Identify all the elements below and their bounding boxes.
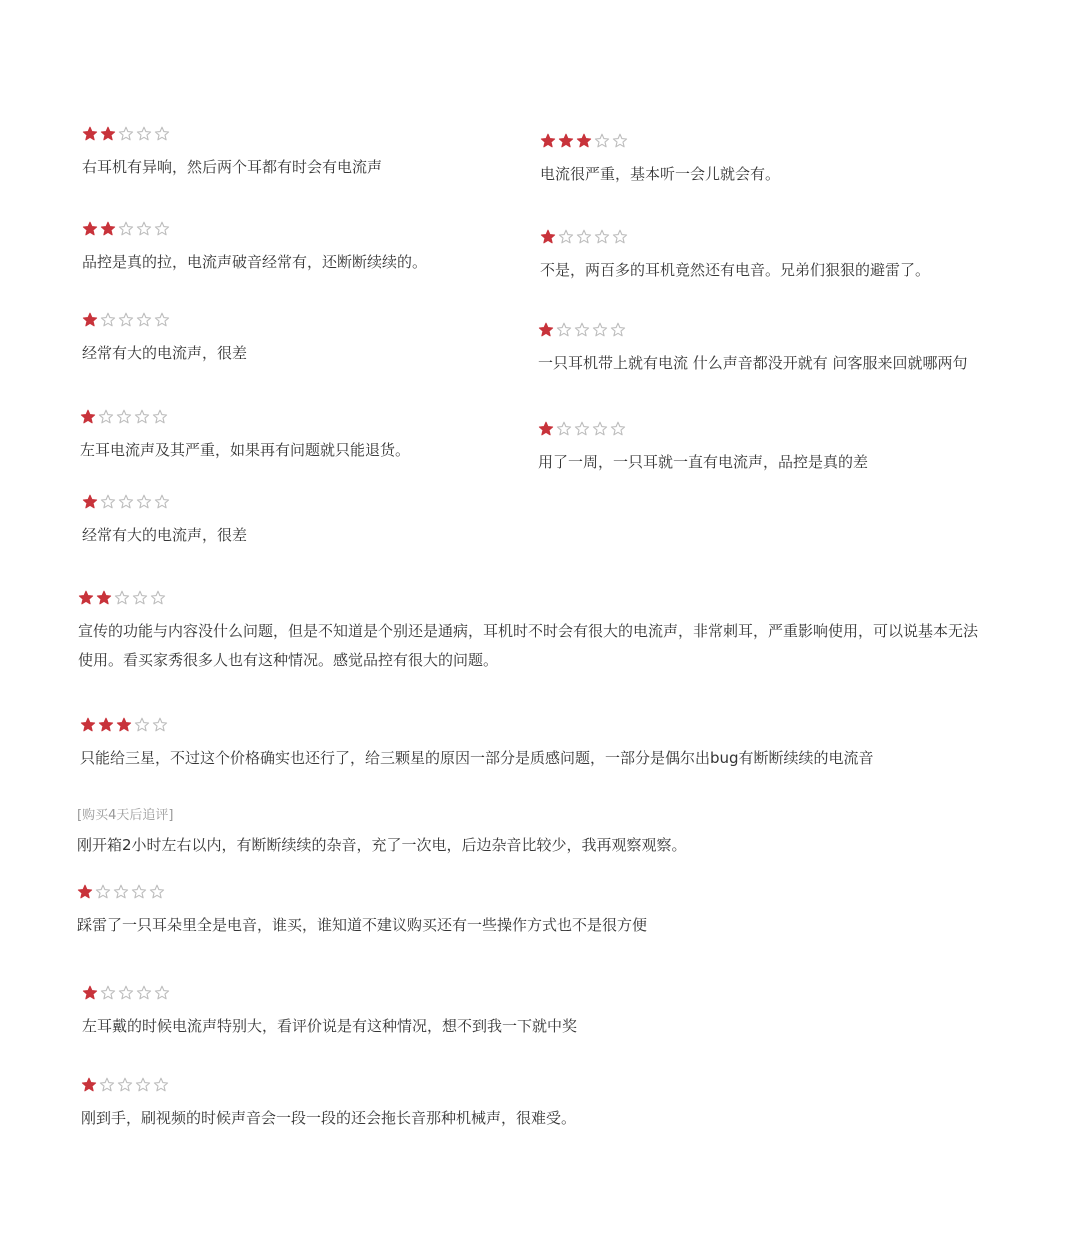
star-filled-icon [100,126,116,142]
star-filled-icon [538,421,554,437]
star-filled-icon [82,126,98,142]
star-empty-icon [594,229,610,245]
star-filled-icon [77,884,93,900]
star-empty-icon [95,884,111,900]
star-empty-icon [134,409,150,425]
star-empty-icon [153,1077,169,1093]
star-rating [80,716,874,734]
star-rating [78,589,988,607]
star-empty-icon [149,884,165,900]
star-empty-icon [574,322,590,338]
followup-tag: [购买4天后追评] [77,808,174,823]
star-filled-icon [80,409,96,425]
review-text: 经常有大的电流声，很差 [82,526,248,544]
review-left-4 [80,408,410,465]
review-text: 左耳电流声及其严重，如果再有问题就只能退货。 [80,441,411,459]
star-empty-icon [136,126,152,142]
star-filled-icon [100,221,116,237]
star-empty-icon [118,126,134,142]
star-empty-icon [558,229,574,245]
star-empty-icon [154,312,170,328]
star-rating [80,408,410,426]
review-text: 电流很严重，基本听一会儿就会有。 [540,165,781,183]
star-empty-icon [118,985,134,1001]
star-rating [77,883,647,901]
review-text: 只能给三星，不过这个价格确实也还行了，给三颗星的原因一部分是质感问题，一部分是偶尔出bug有断断续续的电流音 [80,749,874,767]
review-full-5 [81,1076,576,1133]
star-filled-icon [540,229,556,245]
star-empty-icon [100,985,116,1001]
star-empty-icon [592,421,608,437]
review-full-4 [82,984,577,1041]
star-filled-icon [116,717,132,733]
review-full-2 [77,716,874,860]
star-filled-icon [96,590,112,606]
star-filled-icon [82,494,98,510]
review-text: 不是，两百多的耳机竟然还有电音。兄弟们狠狠的避雷了。 [540,261,931,279]
star-rating [538,321,968,339]
star-empty-icon [99,1077,115,1093]
review-full-3 [77,883,647,940]
review-left-2 [82,220,427,277]
star-rating [81,1076,576,1094]
star-empty-icon [136,312,152,328]
star-empty-icon [136,494,152,510]
star-empty-icon [154,494,170,510]
star-empty-icon [150,590,166,606]
review-text: 刚到手，刷视频的时候声音会一段一段的还会拖长音那种机械声，很难受。 [81,1109,577,1127]
star-empty-icon [556,322,572,338]
star-rating [538,420,868,438]
review-right-2 [540,228,930,285]
star-empty-icon [98,409,114,425]
star-filled-icon [80,717,96,733]
star-empty-icon [556,421,572,437]
star-rating [540,228,930,246]
star-empty-icon [135,1077,151,1093]
star-empty-icon [116,409,132,425]
star-empty-icon [100,494,116,510]
star-filled-icon [540,133,556,149]
review-text: 踩雷了一只耳朵里全是电音，谁买，谁知道不建议购买还有一些操作方式也不是很方便 [77,916,648,934]
followup-text: 刚开箱2小时左右以内，有断断续续的杂音，充了一次电，后边杂音比较少，我再观察观察。 [77,836,687,854]
review-right-1 [540,132,780,189]
star-empty-icon [117,1077,133,1093]
star-rating [82,125,382,143]
star-filled-icon [82,221,98,237]
star-filled-icon [538,322,554,338]
star-rating [82,984,577,1002]
review-text: 左耳戴的时候电流声特别大，看评价说是有这种情况，想不到我一下就中奖 [82,1017,578,1035]
star-empty-icon [576,229,592,245]
star-empty-icon [610,421,626,437]
review-right-3 [538,321,968,378]
star-empty-icon [610,322,626,338]
star-empty-icon [136,985,152,1001]
review-text: 用了一周，一只耳就一直有电流声，品控是真的差 [538,453,869,471]
review-text: 宣传的功能与内容没什么问题，但是不知道是个别还是通病，耳机时不时会有很大的电流声，非常刺耳，严重影响使用，可以说基本无法使用。看买家秀很多人也有这种情况。感觉品控有很大的问题。 [78,622,979,669]
star-empty-icon [118,312,134,328]
star-filled-icon [98,717,114,733]
star-empty-icon [113,884,129,900]
star-empty-icon [154,985,170,1001]
review-text: 右耳机有异响，然后两个耳都有时会有电流声 [82,158,383,176]
review-text: 经常有大的电流声，很差 [82,344,248,362]
star-empty-icon [118,494,134,510]
star-empty-icon [100,312,116,328]
star-empty-icon [134,717,150,733]
star-filled-icon [576,133,592,149]
review-text: 品控是真的拉，电流声破音经常有，还断断续续的。 [82,253,428,271]
star-empty-icon [574,421,590,437]
review-full-1 [78,589,988,675]
star-empty-icon [132,590,148,606]
star-filled-icon [558,133,574,149]
star-filled-icon [81,1077,97,1093]
review-left-3 [82,311,247,368]
star-empty-icon [152,409,168,425]
star-filled-icon [78,590,94,606]
star-rating [82,493,247,511]
star-empty-icon [131,884,147,900]
review-right-4 [538,420,868,477]
star-empty-icon [154,126,170,142]
star-empty-icon [118,221,134,237]
star-empty-icon [612,229,628,245]
star-rating [82,311,247,329]
star-empty-icon [612,133,628,149]
star-empty-icon [152,717,168,733]
star-rating [82,220,427,238]
star-empty-icon [592,322,608,338]
star-rating [540,132,780,150]
review-left-5 [82,493,247,550]
review-text: 一只耳机带上就有电流 什么声音都没开就有 问客服来回就哪两句 [538,354,968,372]
review-left-1 [82,125,382,182]
star-empty-icon [594,133,610,149]
star-empty-icon [114,590,130,606]
star-filled-icon [82,312,98,328]
star-empty-icon [136,221,152,237]
star-filled-icon [82,985,98,1001]
star-empty-icon [154,221,170,237]
